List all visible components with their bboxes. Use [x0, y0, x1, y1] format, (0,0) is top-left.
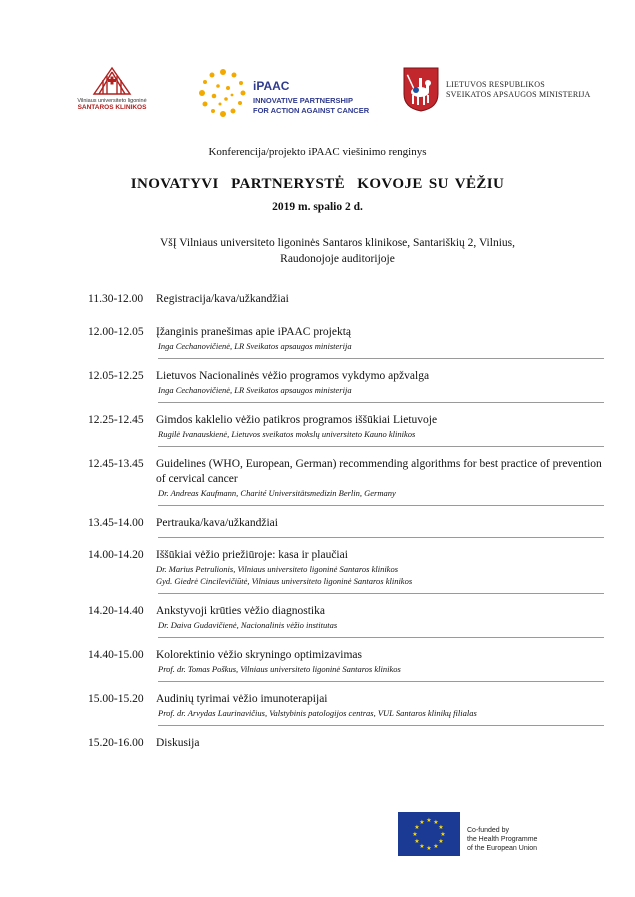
santaros-logo-line2: SANTAROS KLINIKOS — [77, 104, 147, 111]
agenda-speaker: Dr. Andreas Kaufmann, Charité Universitätsmedizin Berlin, Germany — [158, 488, 396, 498]
agenda-speaker: Rugilė Ivanauskienė, Lietuvos sveikatos mokslų universiteto Kauno klinikos — [158, 429, 416, 439]
agenda-speaker: Inga Cechanovičienė, LR Sveikatos apsaugos ministerija — [158, 385, 352, 395]
agenda-item — [88, 604, 608, 638]
agenda-item — [88, 369, 608, 403]
santaros-klinikos-logo — [72, 66, 152, 122]
svg-text:★: ★ — [438, 838, 444, 845]
event-venue-line2: Raudonojoje auditorijoje — [280, 253, 395, 265]
agenda-item — [88, 736, 608, 751]
agenda-time: 14.00-14.20 — [88, 549, 144, 561]
santaros-logo-line1: Vilniaus universiteto ligoninė — [77, 98, 147, 104]
agenda-speaker: Dr. Daiva Gudavičienė, Nacionalinis vėžio institutas — [158, 620, 338, 630]
eu-funding-badge — [398, 812, 568, 858]
svg-text:★: ★ — [414, 838, 420, 845]
agenda-divider — [158, 593, 604, 594]
agenda-time: 12.25-12.45 — [88, 414, 144, 426]
agenda-time: 11.30-12.00 — [88, 293, 144, 305]
agenda-topic: Įžanginis pranešimas apie iPAAC projektą — [156, 326, 352, 338]
agenda-time: 14.20-14.40 — [88, 605, 144, 617]
eu-text-line3: of the European Union — [467, 845, 538, 852]
agenda-item — [88, 548, 608, 594]
agenda-list — [88, 292, 608, 751]
ministry-logo — [402, 66, 612, 116]
agenda-item — [88, 292, 608, 307]
svg-text:★: ★ — [438, 824, 444, 831]
agenda-time: 13.45-14.00 — [88, 517, 144, 529]
agenda-item — [88, 648, 608, 682]
ministry-logo-line2: SVEIKATOS APSAUGOS MINISTERIJA — [446, 90, 591, 99]
eu-text-line2: the Health Programme — [467, 836, 538, 843]
agenda-topic: Lietuvos Nacionalinės vėžio programos vykdymo apžvalga — [156, 370, 430, 382]
agenda-topic: Guidelines (WHO, European, German) recommending algorithms for best practice of prevention of cervical cancer — [156, 458, 602, 485]
agenda-divider — [158, 402, 604, 403]
ipaac-logo-line1: INNOVATIVE PARTNERSHIP — [253, 96, 354, 105]
agenda-topic: Gimdos kaklelio vėžio patikros programos iššūkiai Lietuvoje — [156, 414, 438, 426]
santaros-emblem-icon — [90, 66, 134, 96]
agenda-speaker: Dr. Marius Petrulionis, Vilniaus universiteto ligoninė Santaros klinikos — [156, 564, 399, 574]
agenda-topic: Registracija/kava/užkandžiai — [156, 293, 289, 305]
svg-text:★: ★ — [414, 824, 420, 831]
agenda-divider — [158, 725, 604, 726]
agenda-divider — [158, 537, 604, 538]
lithuania-coat-of-arms-icon — [402, 66, 440, 112]
agenda-time: 15.20-16.00 — [88, 737, 144, 749]
agenda-topic: Kolorektinio vėžio skryningo optimizavimas — [156, 649, 363, 661]
event-subtitle: Konferencija/projekto iPAAC viešinimo renginys — [208, 146, 427, 158]
ipaac-logo-line2: FOR ACTION AGAINST CANCER — [253, 106, 370, 115]
agenda-divider — [158, 358, 604, 359]
agenda-time: 14.40-15.00 — [88, 649, 144, 661]
ipaac-logo-name: iPAAC — [253, 79, 290, 93]
agenda-item — [88, 516, 608, 538]
agenda-item — [88, 457, 608, 506]
svg-text:★: ★ — [419, 843, 425, 850]
event-venue-line1: VšĮ Vilniaus universiteto ligoninės Santaros klinikose, Santariškių 2, Vilnius, — [160, 237, 515, 249]
agenda-divider — [158, 637, 604, 638]
ministry-logo-line1: LIETUVOS RESPUBLIKOS — [446, 80, 545, 89]
svg-text:★: ★ — [419, 819, 425, 826]
agenda-topic: Audinių tyrimai vėžio imunoterapijai — [156, 693, 328, 705]
agenda-time: 12.05-12.25 — [88, 370, 144, 382]
agenda-speaker: Gyd. Giedrė Cincilevičiūtė, Vilniaus universiteto ligoninė Santaros klinikos — [156, 576, 413, 586]
svg-text:★: ★ — [433, 819, 439, 826]
agenda-speaker: Prof. dr. Tomas Poškus, Vilniaus universiteto ligoninė Santaros klinikos — [158, 664, 401, 674]
agenda-topic: Pertrauka/kava/užkandžiai — [156, 517, 278, 529]
ipaac-logo — [196, 66, 376, 122]
agenda-divider — [158, 681, 604, 682]
svg-text:★: ★ — [426, 817, 432, 824]
svg-text:★: ★ — [433, 843, 439, 850]
agenda-topic: Ankstyvoji krūties vėžio diagnostika — [156, 605, 325, 617]
svg-text:★: ★ — [440, 831, 446, 838]
agenda-item — [88, 413, 608, 447]
svg-text:★: ★ — [426, 845, 432, 852]
svg-text:★: ★ — [412, 831, 418, 838]
agenda-topic: Diskusija — [156, 737, 200, 749]
agenda-time: 15.00-15.20 — [88, 693, 144, 705]
agenda-speaker: Prof. dr. Arvydas Laurinavičius, Valstybinis patologijos centras, VUL Santaros klinikų filialas — [158, 708, 477, 718]
agenda-time: 12.00-12.05 — [88, 326, 144, 338]
agenda-item — [88, 692, 608, 726]
event-date: 2019 m. spalio 2 d. — [272, 201, 363, 213]
agenda-item — [88, 325, 608, 359]
agenda-topic: Iššūkiai vėžio priežiūroje: kasa ir plaučiai — [156, 549, 348, 561]
agenda-divider — [158, 446, 604, 447]
eu-flag-icon — [398, 812, 460, 856]
eu-text-line1: Co-funded by — [467, 827, 510, 834]
agenda-time: 12.45-13.45 — [88, 458, 144, 470]
agenda-speaker: Inga Cechanovičienė, LR Sveikatos apsaugos ministerija — [158, 341, 352, 351]
ipaac-dots-icon — [196, 66, 250, 120]
agenda-divider — [158, 505, 604, 506]
event-title: INOVATYVI PARTNERYSTĖ KOVOJE SU VĖŽIU — [130, 176, 505, 192]
